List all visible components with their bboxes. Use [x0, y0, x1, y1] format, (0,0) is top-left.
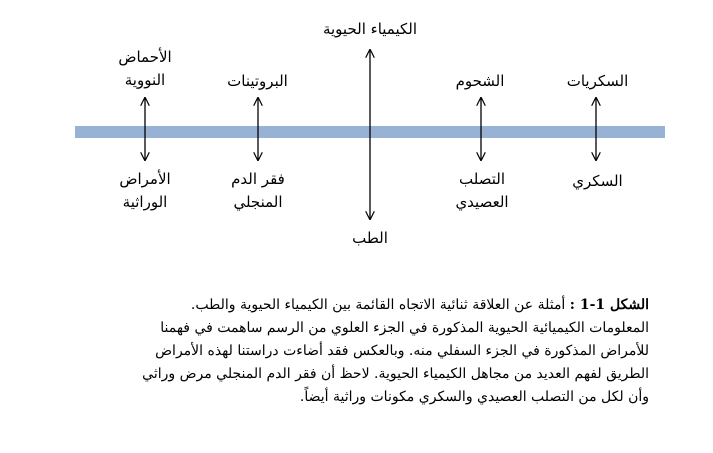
- genetic-diseases-line1: الأمراض: [119, 170, 171, 188]
- atherosclerosis-line1: التصلب: [459, 170, 505, 188]
- caption-line-1-text: أمثلة عن العلاقة ثنائية الاتجاه القائمة بين الكيمياء الحيوية والطب.: [190, 297, 566, 313]
- proteins-label: البروتينات: [227, 72, 288, 90]
- figure-caption: [49, 294, 649, 409]
- sickle-cell-line2: المنجلي: [233, 193, 283, 211]
- diabetes-label: السكري: [572, 172, 623, 190]
- sickle-cell-label: [208, 168, 308, 214]
- caption-line-4: الطريق لفهم العديد من مجاهل الكيمياء الحيوية. لاحظ أن فقر الدم المنجلي مرض وراثي: [142, 366, 649, 382]
- caption-line-5: وأن لكل من التصلب العصيدي والسكري مكونات وراثية أيضاً.: [299, 389, 649, 405]
- sickle-cell-line1: فقر الدم: [231, 170, 285, 188]
- caption-label: الشكل 1-1 :: [569, 297, 649, 313]
- center-top-label: الكيمياء الحيوية: [322, 20, 418, 38]
- caption-line-2: المعلومات الكيميائية الحيوية المذكورة في الجزء العلوي من الرسم ساهمت في فهمنا: [160, 320, 649, 336]
- caption-line-3: للأمراض المذكورة في الجزء السفلي منه. وبالعكس فقد أضاءت دراستنا لهذه الأمراض: [155, 343, 649, 359]
- lipids-label: الشحوم: [455, 72, 505, 90]
- carbohydrates-label: السكريات: [566, 72, 629, 90]
- atherosclerosis-line2: العصيدي: [455, 193, 509, 211]
- nucleic-acids-line1: الأحماض: [118, 48, 172, 66]
- genetic-diseases-line2: الوراثية: [122, 193, 168, 211]
- center-bottom-label: الطب: [352, 229, 388, 247]
- caption-line-1: [49, 294, 649, 317]
- atherosclerosis-label: [432, 168, 532, 214]
- nucleic-acids-line2: النووية: [124, 71, 166, 89]
- genetic-diseases-label: [90, 168, 200, 214]
